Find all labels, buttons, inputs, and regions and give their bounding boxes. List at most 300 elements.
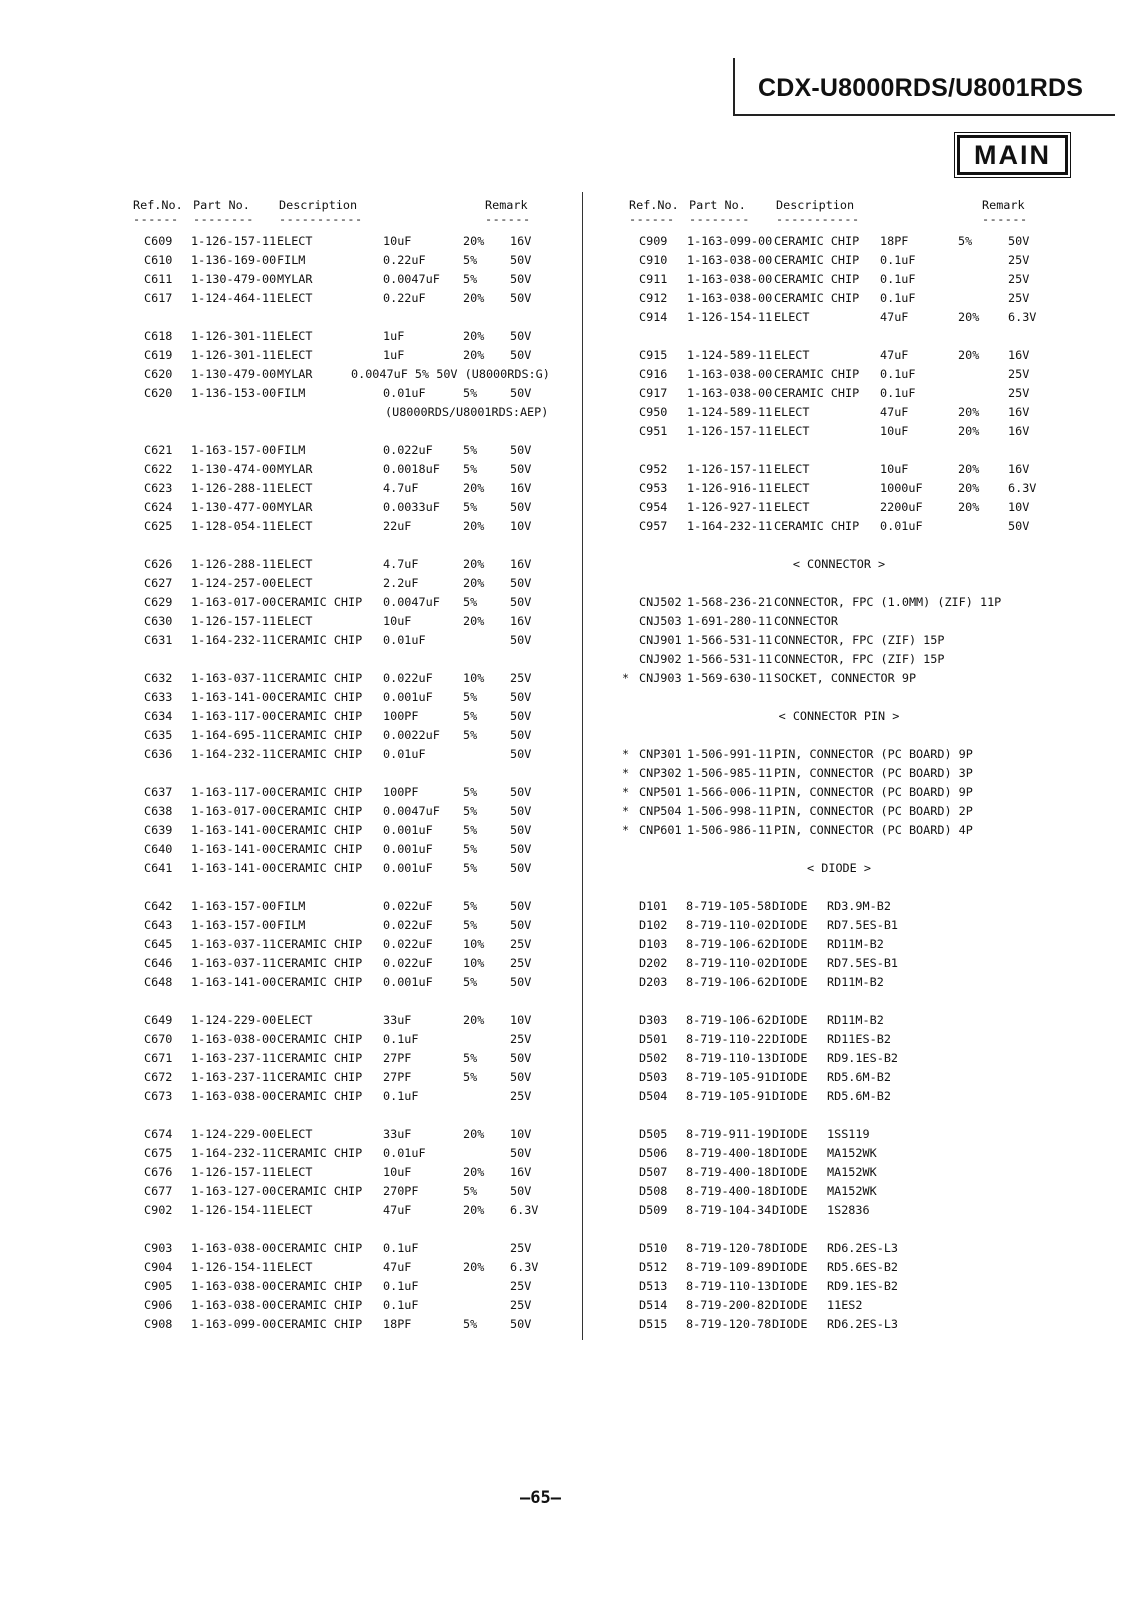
part-value: 0.1uF — [880, 253, 916, 267]
part-voltage: 25V — [510, 1032, 532, 1046]
part-voltage: 16V — [1008, 462, 1030, 476]
part-description: PIN, CONNECTOR (PC BOARD) 3P — [774, 766, 973, 780]
part-row — [133, 899, 553, 918]
ref-no: C623 — [144, 481, 173, 495]
part-description: CERAMIC CHIP — [774, 272, 860, 286]
connector-heading — [619, 557, 1059, 576]
part-value: 47uF — [880, 310, 909, 324]
part-voltage: 50V — [510, 690, 532, 704]
ref-no: CNJ901 — [639, 633, 682, 647]
part-description: DIODE — [772, 1317, 808, 1331]
part-value: 1000uF — [880, 481, 923, 495]
diode-row — [619, 1089, 1059, 1108]
ref-no: C674 — [144, 1127, 173, 1141]
group-spacer — [619, 576, 1059, 595]
part-value: 0.022uF — [383, 443, 433, 457]
part-no: 1-163-157-00 — [191, 443, 277, 457]
ref-no: C639 — [144, 823, 173, 837]
ref-no: D504 — [639, 1089, 668, 1103]
part-tolerance: 10% — [463, 956, 485, 970]
ref-no: C908 — [144, 1317, 173, 1331]
note-marker: * — [622, 804, 630, 818]
ref-no: C640 — [144, 842, 173, 856]
part-tolerance: 5% — [463, 253, 478, 267]
part-description: ELECT — [774, 310, 810, 324]
part-row — [619, 291, 1059, 310]
part-no: 1-124-464-11 — [191, 291, 277, 305]
part-value: 1uF — [383, 329, 405, 343]
part-value: 0.01uF — [383, 1146, 426, 1160]
part-no: 1-124-229-00 — [191, 1013, 277, 1027]
part-row — [133, 975, 553, 994]
part-description: CERAMIC CHIP — [277, 1317, 363, 1331]
table-header — [619, 198, 1059, 234]
part-value: 47uF — [880, 348, 909, 362]
diode-row — [619, 956, 1059, 975]
ref-no: C611 — [144, 272, 173, 286]
part-row — [619, 348, 1059, 367]
ref-no: D102 — [639, 918, 668, 932]
part-description: ELECT — [277, 291, 313, 305]
part-no: 1-163-038-00 — [191, 1089, 277, 1103]
part-no: 8-719-110-13 — [686, 1279, 772, 1293]
header-rule-horizontal — [733, 114, 1115, 116]
part-no: 1-164-695-11 — [191, 728, 277, 742]
part-no: 1-124-229-00 — [191, 1127, 277, 1141]
part-value: 0.1uF — [383, 1032, 419, 1046]
part-voltage: 6.3V — [510, 1203, 539, 1217]
part-row — [133, 557, 553, 576]
ref-no: C671 — [144, 1051, 173, 1065]
part-tolerance: 20% — [463, 614, 485, 628]
part-no-underline: -------- — [193, 212, 254, 226]
part-voltage: 10V — [510, 519, 532, 533]
part-value: 0.0047uF — [383, 272, 440, 286]
group-spacer — [133, 652, 553, 671]
connector-row — [619, 652, 1059, 671]
ref-no: CNJ502 — [639, 595, 682, 609]
part-description: CERAMIC CHIP — [277, 823, 363, 837]
part-description: CERAMIC CHIP — [277, 595, 363, 609]
diode-row — [619, 918, 1059, 937]
part-tolerance: 5% — [463, 975, 478, 989]
diode-row — [619, 1032, 1059, 1051]
part-voltage: 50V — [510, 576, 532, 590]
connector-row — [619, 785, 1059, 804]
part-no: 8-719-400-18 — [686, 1146, 772, 1160]
part-value: RD7.5ES-B1 — [827, 956, 899, 970]
part-row — [133, 234, 553, 253]
part-row — [133, 1184, 553, 1203]
ref-no: D509 — [639, 1203, 668, 1217]
part-value: 0.01uF — [880, 519, 923, 533]
group-spacer — [619, 329, 1059, 348]
part-description: CERAMIC CHIP — [774, 234, 860, 248]
part-value: 0.01uF — [383, 633, 426, 647]
part-value: 0.0018uF — [383, 462, 440, 476]
part-row — [133, 709, 553, 728]
part-description: CONNECTOR — [774, 614, 838, 628]
part-no: 1-163-038-00 — [687, 291, 773, 305]
part-no: 1-163-099-00 — [191, 1317, 277, 1331]
connector-row — [619, 747, 1059, 766]
part-tolerance: 10% — [463, 671, 485, 685]
ref-no-underline: ------ — [629, 212, 675, 226]
part-value: 0.0047uF — [383, 804, 440, 818]
part-description: CERAMIC CHIP — [277, 671, 363, 685]
part-value: 2200uF — [880, 500, 923, 514]
part-no: 8-719-400-18 — [686, 1165, 772, 1179]
ref-no: C620 — [144, 367, 173, 381]
part-value: 1SS119 — [827, 1127, 870, 1141]
part-no: 1-163-038-00 — [687, 272, 773, 286]
right-parts-body — [619, 234, 1059, 1336]
part-row — [133, 1070, 553, 1089]
part-voltage: 25V — [1008, 367, 1030, 381]
part-tolerance: 5% — [463, 1070, 478, 1084]
part-no: 1-163-157-00 — [191, 899, 277, 913]
part-value: 0.022uF — [383, 918, 433, 932]
part-voltage: 25V — [510, 956, 532, 970]
part-voltage: 25V — [1008, 253, 1030, 267]
part-description: DIODE — [772, 918, 808, 932]
part-description: DIODE — [772, 1203, 808, 1217]
part-description: ELECT — [277, 329, 313, 343]
part-value: 11ES2 — [827, 1298, 863, 1312]
part-voltage: 50V — [510, 747, 532, 761]
part-value: 0.1uF — [383, 1089, 419, 1103]
part-value: RD11M-B2 — [827, 975, 884, 989]
part-voltage: 10V — [1008, 500, 1030, 514]
part-no: 1-130-479-00 — [191, 272, 277, 286]
ref-no-heading: Ref.No. — [629, 198, 679, 212]
parts-list-right — [619, 198, 1059, 1336]
part-no: 1-163-237-11 — [191, 1070, 277, 1084]
diode-row — [619, 1260, 1059, 1279]
part-no: 1-124-589-11 — [687, 348, 773, 362]
part-value: 47uF — [880, 405, 909, 419]
part-tolerance: 5% — [958, 234, 973, 248]
part-row — [133, 386, 553, 405]
part-no: 1-163-141-00 — [191, 690, 277, 704]
part-description: ELECT — [277, 1165, 313, 1179]
part-no: 8-719-106-62 — [686, 1013, 772, 1027]
part-value: 1uF — [383, 348, 405, 362]
part-tolerance: 20% — [463, 1165, 485, 1179]
part-tolerance: 20% — [958, 481, 980, 495]
part-description: CERAMIC CHIP — [277, 709, 363, 723]
ref-no: C676 — [144, 1165, 173, 1179]
part-value: 0.022uF — [383, 899, 433, 913]
part-row — [619, 367, 1059, 386]
part-row — [133, 785, 553, 804]
part-row — [133, 747, 553, 766]
part-description: CERAMIC CHIP — [277, 1051, 363, 1065]
part-value: 0.01uF — [383, 747, 426, 761]
group-spacer — [619, 728, 1059, 747]
part-value: 0.1uF — [880, 291, 916, 305]
part-row — [619, 500, 1059, 519]
ref-no: C672 — [144, 1070, 173, 1084]
part-no: 1-126-154-11 — [191, 1260, 277, 1274]
part-value: 270PF — [383, 1184, 419, 1198]
connector-row — [619, 633, 1059, 652]
part-no: 1-568-236-21 — [687, 595, 773, 609]
ref-no: C670 — [144, 1032, 173, 1046]
part-value: 0.1uF — [383, 1241, 419, 1255]
part-no: 8-719-911-19 — [686, 1127, 772, 1141]
ref-no: D505 — [639, 1127, 668, 1141]
part-tolerance: 5% — [463, 443, 478, 457]
header-rule-vertical — [733, 58, 735, 116]
diode-row — [619, 1203, 1059, 1222]
part-row — [133, 804, 553, 823]
part-description: PIN, CONNECTOR (PC BOARD) 4P — [774, 823, 973, 837]
part-voltage: 25V — [510, 1279, 532, 1293]
part-no: 8-719-105-58 — [686, 899, 772, 913]
part-no: 1-506-998-11 — [687, 804, 773, 818]
part-no: 1-163-117-00 — [191, 709, 277, 723]
part-value: RD7.5ES-B1 — [827, 918, 899, 932]
part-tolerance: 5% — [463, 1317, 478, 1331]
part-row — [133, 443, 553, 462]
part-voltage: 50V — [510, 823, 532, 837]
ref-no: C677 — [144, 1184, 173, 1198]
group-spacer — [619, 1108, 1059, 1127]
part-value: 0.22uF — [383, 253, 426, 267]
part-no: 8-719-110-02 — [686, 956, 772, 970]
ref-no: C626 — [144, 557, 173, 571]
ref-no: C904 — [144, 1260, 173, 1274]
part-description: CERAMIC CHIP — [277, 1298, 363, 1312]
part-row — [133, 937, 553, 956]
ref-no: D507 — [639, 1165, 668, 1179]
ref-no: C911 — [639, 272, 668, 286]
ref-no: D513 — [639, 1279, 668, 1293]
part-description: ELECT — [277, 614, 313, 628]
part-description: CERAMIC CHIP — [277, 785, 363, 799]
part-value: 10uF — [383, 234, 412, 248]
part-description: PIN, CONNECTOR (PC BOARD) 9P — [774, 747, 973, 761]
part-description: ELECT — [277, 234, 313, 248]
part-voltage: 50V — [510, 291, 532, 305]
connector-row — [619, 766, 1059, 785]
part-no: 1-163-037-11 — [191, 937, 277, 951]
part-no: 8-719-200-82 — [686, 1298, 772, 1312]
description-heading: Description — [279, 198, 358, 212]
part-voltage: 50V — [1008, 234, 1030, 248]
part-row — [133, 633, 553, 652]
part-row — [133, 291, 553, 310]
part-no: 1-506-991-11 — [687, 747, 773, 761]
ref-no: C953 — [639, 481, 668, 495]
ref-no: C625 — [144, 519, 173, 533]
ref-no: C637 — [144, 785, 173, 799]
part-value: RD11ES-B2 — [827, 1032, 891, 1046]
part-tolerance: 20% — [958, 310, 980, 324]
ref-no: D103 — [639, 937, 668, 951]
part-voltage: 50V — [510, 804, 532, 818]
ref-no: C905 — [144, 1279, 173, 1293]
part-row — [619, 462, 1059, 481]
part-voltage: 50V — [510, 728, 532, 742]
part-voltage: 25V — [510, 1089, 532, 1103]
part-value: 33uF — [383, 1013, 412, 1027]
ref-no: C950 — [639, 405, 668, 419]
part-tolerance: 10% — [463, 937, 485, 951]
group-spacer — [619, 443, 1059, 462]
part-value: MA152WK — [827, 1165, 877, 1179]
connector-pin-heading — [619, 709, 1059, 728]
page-number: —65— — [520, 1488, 561, 1508]
part-value: 18PF — [880, 234, 909, 248]
part-description: CERAMIC CHIP — [277, 804, 363, 818]
part-no: 1-128-054-11 — [191, 519, 277, 533]
ref-no: D502 — [639, 1051, 668, 1065]
ref-no: C910 — [639, 253, 668, 267]
description-heading: Description — [776, 198, 855, 212]
part-row — [133, 1165, 553, 1184]
remark-underline: ------ — [982, 212, 1028, 226]
part-voltage: 16V — [510, 1165, 532, 1179]
remark-heading: Remark — [982, 198, 1025, 212]
part-description: CERAMIC CHIP — [774, 291, 860, 305]
ref-no: D503 — [639, 1070, 668, 1084]
part-no: 1-163-141-00 — [191, 861, 277, 875]
diode-row — [619, 1184, 1059, 1203]
part-description: CERAMIC CHIP — [277, 842, 363, 856]
part-value: RD5.6M-B2 — [827, 1070, 891, 1084]
part-value: 0.001uF — [383, 975, 433, 989]
part-voltage: 50V — [510, 785, 532, 799]
part-value: 0.022uF — [383, 956, 433, 970]
part-row — [619, 405, 1059, 424]
ref-no: C635 — [144, 728, 173, 742]
part-no: 1-163-038-00 — [687, 386, 773, 400]
ref-no: C620 — [144, 386, 173, 400]
part-value: 0.001uF — [383, 823, 433, 837]
part-row — [133, 595, 553, 614]
part-description: DIODE — [772, 1146, 808, 1160]
connector-row — [619, 614, 1059, 633]
part-no: 1-163-141-00 — [191, 975, 277, 989]
part-description: CERAMIC CHIP — [774, 367, 860, 381]
ref-no: C609 — [144, 234, 173, 248]
part-voltage: 50V — [510, 899, 532, 913]
part-description: ELECT — [774, 481, 810, 495]
part-voltage: 25V — [510, 671, 532, 685]
part-row — [133, 1203, 553, 1222]
ref-no: D501 — [639, 1032, 668, 1046]
part-no: 1-506-986-11 — [687, 823, 773, 837]
part-voltage: 50V — [510, 633, 532, 647]
part-no: 8-719-120-78 — [686, 1241, 772, 1255]
ref-no: CNP301 — [639, 747, 682, 761]
part-row — [133, 918, 553, 937]
part-no: 8-719-105-91 — [686, 1070, 772, 1084]
part-row — [133, 1032, 553, 1051]
part-row — [133, 861, 553, 880]
ref-no: C914 — [639, 310, 668, 324]
part-description: DIODE — [772, 1241, 808, 1255]
part-description: CERAMIC CHIP — [774, 253, 860, 267]
group-spacer — [133, 424, 553, 443]
part-value: RD9.1ES-B2 — [827, 1279, 899, 1293]
part-description: ELECT — [774, 462, 810, 476]
section-badge: MAIN — [957, 135, 1068, 175]
part-row — [619, 253, 1059, 272]
part-row — [133, 842, 553, 861]
group-spacer — [133, 538, 553, 557]
part-row — [133, 576, 553, 595]
ref-no: D506 — [639, 1146, 668, 1160]
part-value: RD9.1ES-B2 — [827, 1051, 899, 1065]
part-description: CERAMIC CHIP — [774, 519, 860, 533]
part-value: 0.022uF — [383, 671, 433, 685]
ref-no: C649 — [144, 1013, 173, 1027]
ref-no: C675 — [144, 1146, 173, 1160]
part-row — [133, 1127, 553, 1146]
part-tolerance: 5% — [463, 861, 478, 875]
part-value: 10uF — [880, 462, 909, 476]
part-value: RD5.6M-B2 — [827, 1089, 891, 1103]
group-spacer — [133, 994, 553, 1013]
part-no: 1-126-157-11 — [191, 614, 277, 628]
part-no: 1-163-127-00 — [191, 1184, 277, 1198]
part-row — [133, 1241, 553, 1260]
part-value: 0.1uF — [880, 272, 916, 286]
diode-row — [619, 1165, 1059, 1184]
ref-no: C624 — [144, 500, 173, 514]
diode-row — [619, 1013, 1059, 1032]
ref-no: C648 — [144, 975, 173, 989]
part-tolerance: 5% — [463, 272, 478, 286]
part-description: MYLAR — [277, 272, 313, 286]
connector-row — [619, 804, 1059, 823]
ref-no: D101 — [639, 899, 668, 913]
part-tolerance: 5% — [463, 690, 478, 704]
part-description: ELECT — [277, 481, 313, 495]
part-value: 0.1uF — [880, 386, 916, 400]
part-description: DIODE — [772, 1127, 808, 1141]
part-tolerance: 20% — [463, 329, 485, 343]
part-voltage: 6.3V — [510, 1260, 539, 1274]
part-value: 10uF — [383, 1165, 412, 1179]
part-tolerance: 20% — [958, 348, 980, 362]
part-description: DIODE — [772, 1260, 808, 1274]
ref-no: C916 — [639, 367, 668, 381]
part-no: 1-163-099-00 — [687, 234, 773, 248]
part-value: 10uF — [383, 614, 412, 628]
part-voltage: 50V — [510, 918, 532, 932]
part-description: CERAMIC CHIP — [277, 1279, 363, 1293]
part-no: 1-566-531-11 — [687, 633, 773, 647]
diode-row — [619, 975, 1059, 994]
part-description: MYLAR — [277, 367, 313, 381]
part-tolerance: 5% — [463, 804, 478, 818]
part-description: FILM — [277, 386, 306, 400]
ref-no: C621 — [144, 443, 173, 457]
ref-no: C629 — [144, 595, 173, 609]
part-no: 8-719-400-18 — [686, 1184, 772, 1198]
part-no: 8-719-110-22 — [686, 1032, 772, 1046]
part-voltage: 50V — [510, 500, 532, 514]
ref-no: CNP601 — [639, 823, 682, 837]
model-title: CDX-U8000RDS/U8001RDS — [758, 74, 1084, 102]
part-tolerance: 20% — [463, 1260, 485, 1274]
part-no: 1-163-038-00 — [191, 1241, 277, 1255]
ref-no: C641 — [144, 861, 173, 875]
